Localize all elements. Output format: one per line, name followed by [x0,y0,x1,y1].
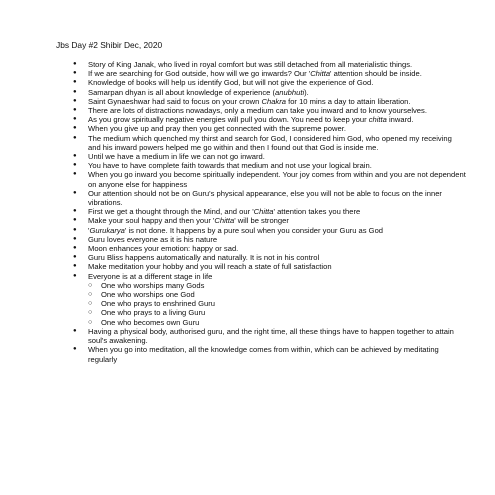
bullet-item [88,170,466,188]
bullet-text: As you grow spiritually negative energies will pull you down. You need to keep your [88,115,369,125]
bullet-item [88,78,466,87]
bullet-text: ' attention takes you there [273,207,361,217]
document-title: Jbs Day #2 Shibir Dec, 2020 [56,40,163,50]
bullet-text: ' attention should be inside. [330,69,422,79]
bullet-item [88,115,466,124]
bullet-item [88,106,466,115]
bullet-text: ' will be stronger [234,216,289,226]
bullet-item [88,60,466,69]
bullet-list [88,60,466,364]
bullet-text: inward. [386,115,414,125]
bullet-item [88,262,466,271]
bullet-text: First we get a thought through the Mind, and our ' [88,207,254,217]
bullet-item [88,327,466,345]
bullet-text: When you give up and pray then you get connected with the supreme power. [88,124,346,134]
sub-bullet-item: ○ One who becomes own Guru [101,318,466,327]
bullet-text: ' [88,225,90,235]
bullet-text: Guru loves everyone as it is his nature [88,234,218,244]
bullet-item [88,88,466,97]
bullet-item [88,216,466,225]
bullet-text: Samarpan dhyan is all about knowledge of experience ( [88,87,276,97]
bullet-item [88,253,466,262]
bullet-text: Everyone is at a different stage in life [88,271,213,281]
sub-bullet-item: ○ One who worships many Gods [101,281,466,290]
sub-bullet-item: ○ One who worships one God [101,290,466,299]
bullet-text: Having a physical body, authorised guru, and the right time, all these things have to happen together to attain soul's awakening. [88,326,454,346]
bullet-text: Moon enhances your emotion: happy or sad. [88,244,239,254]
bullet-item [88,244,466,253]
bullet-item [88,189,466,207]
bullet-text: You have to have complete faith towards that medium and not use your logical brain. [88,161,372,171]
bullet-text: When you go into meditation, all the knowledge comes from within, which can be achieved by meditating regularly [88,345,439,364]
bullet-item [88,226,466,235]
bullet-text: The medium which quenched my thirst and search for God, I considered him God, who opened my receiving and his inward powers helped me go within and then I found out that God is inside me. [88,133,452,152]
bullet-text: ). [304,87,309,97]
bullet-item [88,345,466,363]
bullet-item [88,97,466,106]
bullet-text: Guru Bliss happens automatically and naturally. It is not in his control [88,253,320,263]
bullet-item [88,134,466,152]
bullet-text: Saint Gynaeshwar had said to focus on your crown [88,96,262,106]
bullet-emphasis: Chitta [253,207,274,217]
bullet-text: Our attention should not be on Guru's physical appearance, else you will not be able to focus on the inner vibrations. [88,188,442,208]
sub-bullet-item: ○ One who prays to a living Guru [101,308,466,317]
bullet-text: ' is not done. It happens by a pure soul when you consider your Guru as God [124,225,384,235]
bullet-text: Story of King Janak, who lived in royal comfort but was still detached from all materialistic things. [88,60,413,69]
bullet-text: There are lots of distractions nowadays, only a medium can take you inward and to know yourselves. [88,106,427,116]
bullet-text: Knowledge of books will help us identify God, but will not give the experience of God. [88,78,374,88]
sub-bullet-item: ○ One who prays to enshrined Guru [101,299,466,308]
sub-bullet-list [88,281,466,327]
bullet-item [88,207,466,216]
bullet-item [88,235,466,244]
bullet-emphasis: Chitta [310,69,331,79]
bullet-emphasis: Gurukarya [89,225,125,235]
bullet-item [88,161,466,170]
bullet-text: Make meditation your hobby and you will reach a state of full satisfaction [88,262,332,272]
bullet-emphasis: chitta [368,115,387,125]
bullet-item [88,69,466,78]
bullet-emphasis: anubhuti [275,87,305,97]
bullet-text: If we are searching for God outside, how will we go inwards? Our ' [88,69,311,79]
bullet-item [88,152,466,161]
bullet-text: Until we have a medium in life we can not go inward. [88,152,265,162]
bullet-item [88,124,466,133]
bullet-text: When you go inward you become spiritually independent. Your joy comes from within and you are not dependent on anyone else for happiness [88,170,466,189]
bullet-text: for 10 mins a day to attain liberation. [285,96,411,106]
bullet-emphasis: Chitta [214,216,235,226]
bullet-emphasis: Chakra [261,96,286,106]
bullet-text: Make your soul happy and then your ' [88,216,215,226]
bullet-item [88,272,466,327]
